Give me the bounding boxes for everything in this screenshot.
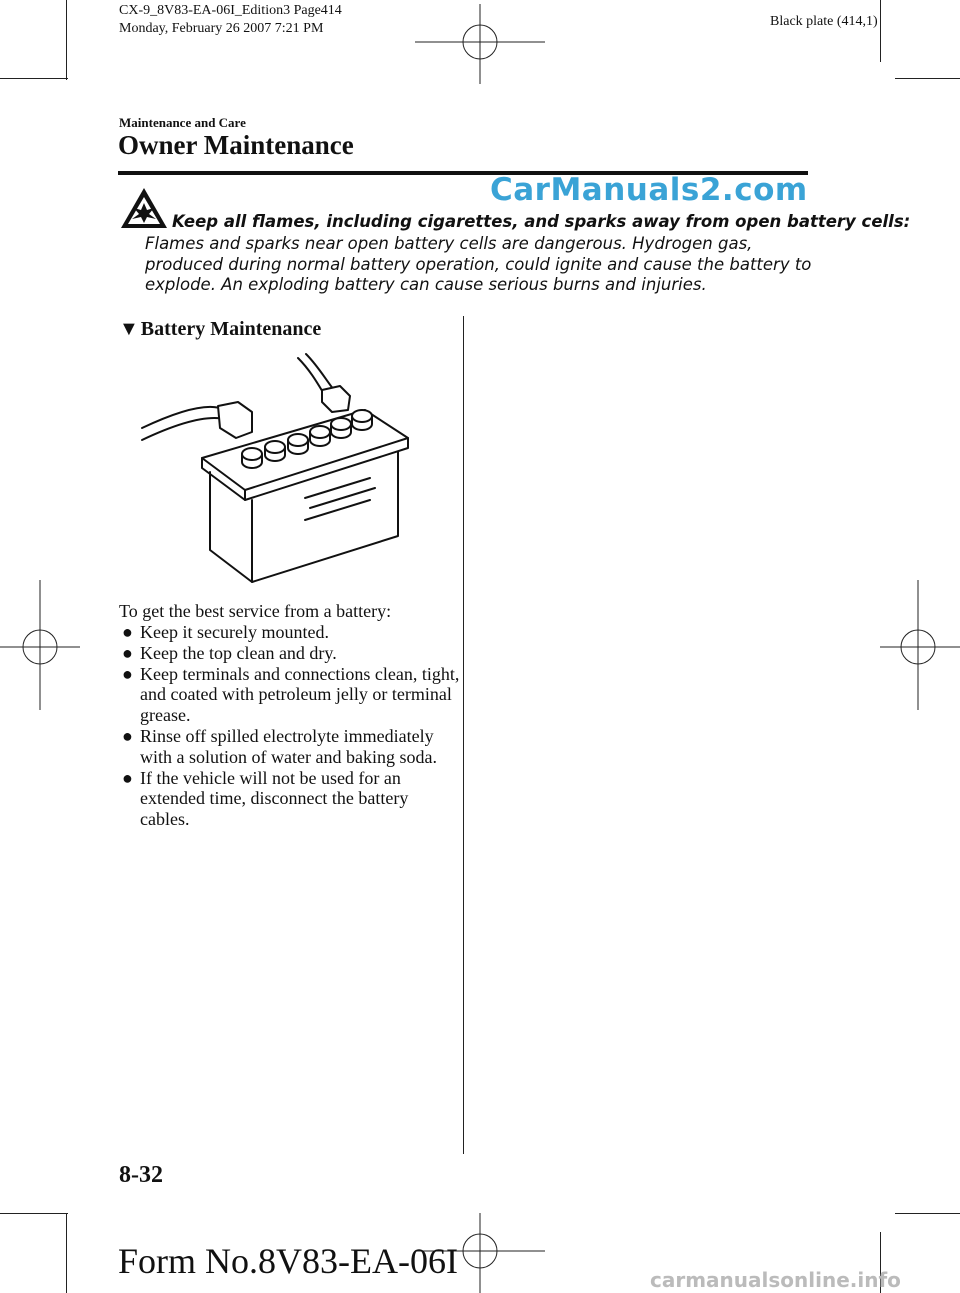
subheading-marker: ▼ — [119, 318, 139, 340]
explosion-warning-icon — [119, 186, 169, 230]
crop-mark — [880, 0, 881, 62]
watermark: CarManuals2.com — [490, 172, 808, 208]
warning-title: Keep all flames, including cigarettes, and sparks away from open battery cells: — [172, 212, 911, 231]
print-info — [119, 2, 342, 38]
bullet-icon: ● — [122, 663, 133, 684]
warning-body: Flames and sparks near open battery cells are dangerous. Hydrogen gas, produced during normal battery operation, could ignite and cause the battery to explode. An exploding battery can cause serious burns and injuries. — [145, 234, 812, 294]
section-label: Maintenance and Care — [119, 115, 246, 130]
footer-watermark: carmanualsonline.info — [650, 1268, 901, 1292]
page-title: Owner Maintenance — [118, 130, 354, 160]
print-info-file: CX-9_8V83-EA-06I_Edition3 Page414 — [119, 3, 342, 18]
crop-mark — [66, 1213, 67, 1293]
crop-mark — [895, 1213, 960, 1214]
form-number: Form No.8V83-EA-06I — [118, 1241, 458, 1281]
column-divider — [463, 316, 464, 1154]
subheading — [119, 318, 321, 341]
registration-mark-left — [0, 580, 80, 710]
bullet-icon: ● — [122, 767, 133, 788]
registration-mark-top — [415, 4, 545, 84]
page-number: 8-32 — [119, 1162, 163, 1188]
crop-mark — [0, 1213, 68, 1214]
list-item: ● Keep the top clean and dry. — [122, 642, 337, 663]
car-battery-illustration — [140, 350, 430, 590]
crop-mark — [895, 78, 960, 79]
maintenance-list — [122, 622, 462, 830]
bullet-icon: ● — [122, 622, 133, 642]
crop-mark — [66, 0, 67, 80]
registration-mark-right — [880, 580, 960, 710]
subheading-text: Battery Maintenance — [140, 318, 322, 340]
bullet-icon: ● — [122, 725, 133, 746]
list-item: ● Keep it securely mounted. — [122, 622, 329, 642]
plate-label: Black plate (414,1) — [770, 14, 878, 29]
list-item: ● If the vehicle will not be used for an extended time, disconnect the battery cables. — [122, 767, 409, 830]
crop-mark — [0, 78, 68, 79]
list-item: ● Keep terminals and connections clean, tight, and coated with petroleum jelly or terminal grease. — [122, 663, 460, 726]
intro-text: To get the best service from a battery: — [119, 601, 392, 621]
bullet-icon: ● — [122, 642, 133, 663]
list-item: ● Rinse off spilled electrolyte immediately with a solution of water and baking soda. — [122, 725, 437, 767]
print-info-date: Monday, February 26 2007 7:21 PM — [119, 21, 324, 36]
